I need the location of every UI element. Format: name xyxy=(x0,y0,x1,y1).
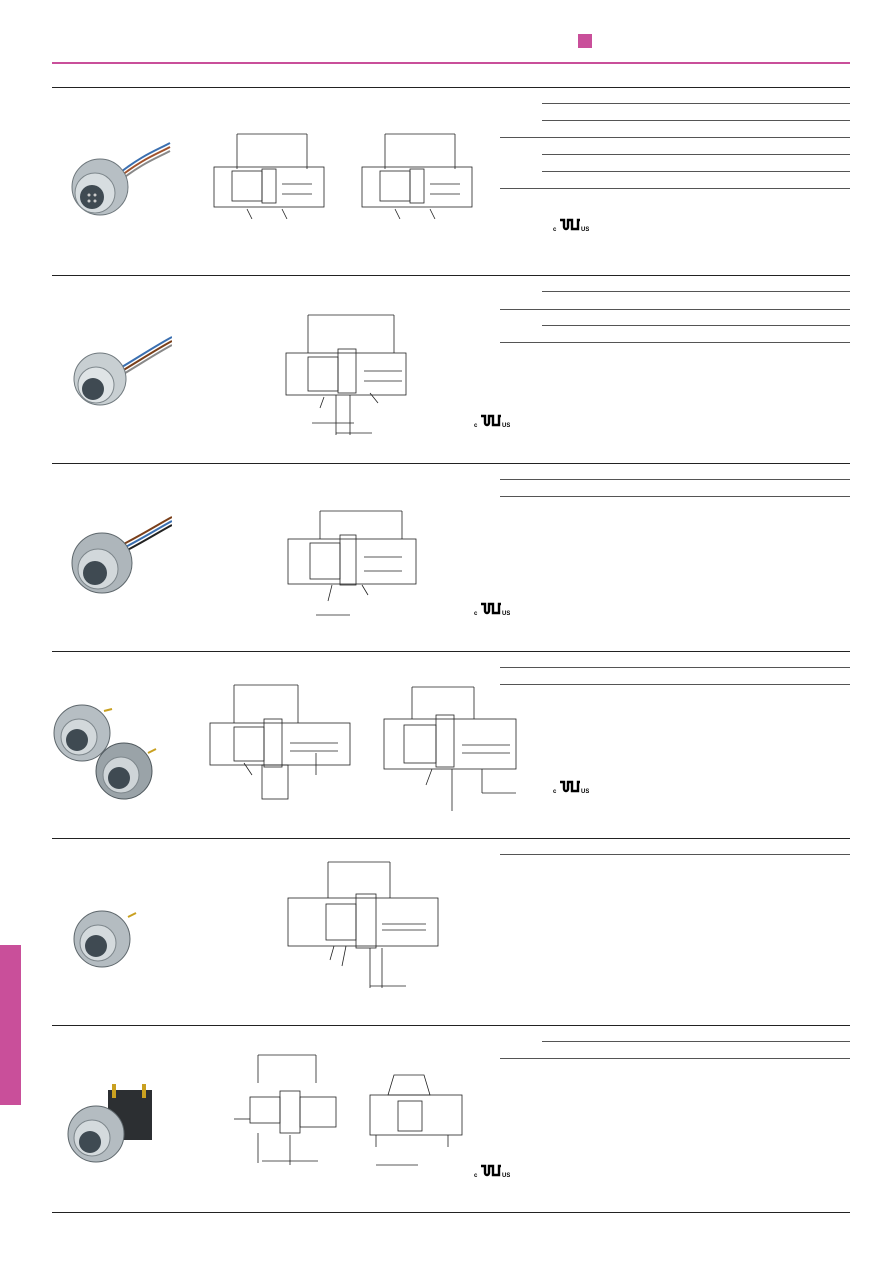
spec-table-rules xyxy=(500,651,850,691)
product-photo xyxy=(62,135,172,225)
ul-certification-icon xyxy=(553,779,589,795)
ul-certification-icon xyxy=(474,413,510,429)
product-section-2 xyxy=(52,275,850,463)
header-rule xyxy=(52,62,850,64)
spec-table-rules xyxy=(500,275,850,345)
ul-certification-icon xyxy=(474,1163,510,1179)
dimension-drawing xyxy=(358,1065,468,1170)
svg-text:US: US xyxy=(502,423,510,429)
spec-table-rules xyxy=(500,87,850,197)
svg-text:c: c xyxy=(474,423,478,429)
dimension-drawing xyxy=(360,129,480,219)
product-photo xyxy=(52,691,162,821)
product-photo xyxy=(62,513,172,603)
dimension-drawing xyxy=(212,129,332,219)
spec-table-rules xyxy=(500,838,850,858)
product-photo xyxy=(62,335,172,415)
svg-text:c: c xyxy=(474,611,478,617)
svg-text:US: US xyxy=(581,227,589,233)
dimension-drawing xyxy=(284,313,414,438)
svg-text:US: US xyxy=(581,789,589,795)
svg-text:c: c xyxy=(553,227,557,233)
svg-text:c: c xyxy=(474,1173,478,1179)
dimension-drawing xyxy=(208,683,353,803)
product-photo xyxy=(66,903,156,973)
spec-table-rules xyxy=(500,1025,850,1065)
dimension-drawing xyxy=(286,860,446,990)
bottom-rule xyxy=(52,1212,850,1213)
dimension-drawing xyxy=(286,509,421,619)
ul-certification-icon xyxy=(553,217,589,233)
spec-table-rules xyxy=(500,463,850,503)
svg-text:c: c xyxy=(553,789,557,795)
product-section-1 xyxy=(52,87,850,275)
product-section-5 xyxy=(52,838,850,1026)
dimension-drawing xyxy=(382,685,522,815)
product-section-3 xyxy=(52,463,850,651)
dimension-drawing xyxy=(232,1053,352,1168)
svg-text:US: US xyxy=(502,611,510,617)
ul-certification-icon xyxy=(474,601,510,617)
product-section-4 xyxy=(52,651,850,839)
section-color-marker xyxy=(578,34,592,48)
product-section-6 xyxy=(52,1025,850,1213)
side-index-tab xyxy=(0,945,21,1105)
svg-text:US: US xyxy=(502,1173,510,1179)
product-photo xyxy=(62,1080,162,1175)
